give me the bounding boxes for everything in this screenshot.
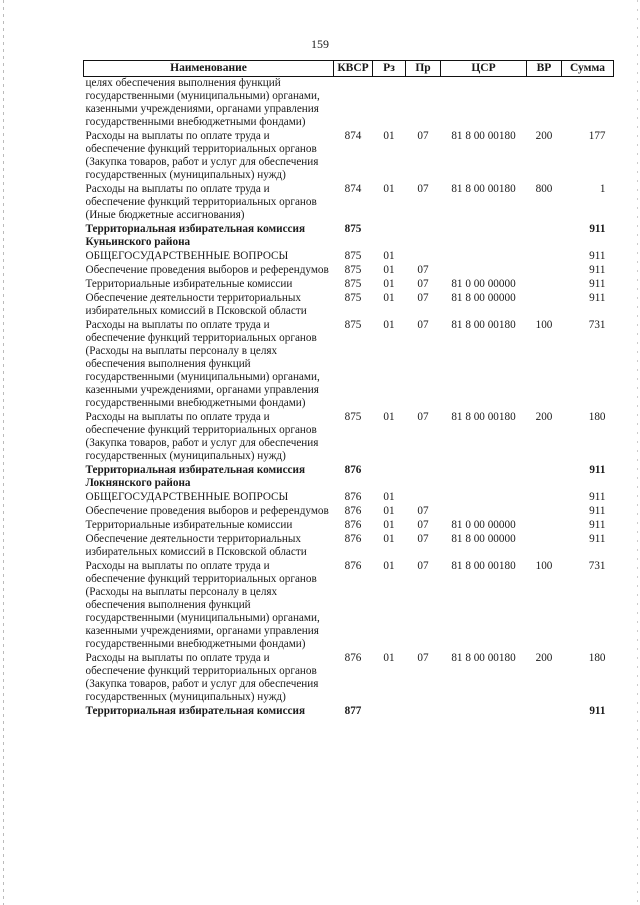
header-name: Наименование (84, 61, 334, 77)
cell-kvsr: 875 (344, 250, 362, 262)
cell-kvsr: 876 (344, 560, 362, 572)
table-row (84, 559, 614, 651)
cell-name: Обеспечение проведения выборов и референдумов (85, 505, 329, 517)
cell-rz: 01 (383, 505, 395, 517)
cell-vr (527, 518, 562, 532)
cell-kvsr: 874 (344, 183, 362, 195)
page-number: 159 (311, 37, 329, 51)
cell-name: ОБЩЕГОСУДАРСТВЕННЫЕ ВОПРОСЫ (85, 250, 289, 262)
cell-pr (406, 77, 441, 130)
cell-pr: 07 (417, 519, 429, 531)
cell-name: Расходы на выплаты по оплате труда и обеспечение функций территориальных органов (Иные бюджетные ассигнования) (85, 183, 317, 221)
cell-name: Территориальная избирательная комиссия Куньинского района (85, 223, 305, 248)
cell-sum: 911 (589, 519, 606, 531)
cell-kvsr: 874 (344, 130, 362, 142)
cell-sum: 911 (589, 705, 606, 717)
cell-name: Расходы на выплаты по оплате труда и обеспечение функций территориальных органов (Закупка товаров, работ и услуг для обеспечения государственных (муниципальных) нужд) (85, 130, 319, 181)
cell-sum: 911 (589, 464, 606, 476)
cell-sum: 731 (588, 560, 606, 572)
cell-kvsr: 876 (344, 464, 362, 476)
cell-vr (527, 532, 562, 559)
cell-sum: 731 (588, 319, 606, 331)
table-row (84, 463, 614, 490)
cell-vr (527, 291, 562, 318)
cell-name: Обеспечение деятельности территориальных избирательных комиссий в Псковской области (85, 533, 307, 558)
cell-csr: 81 8 00 00180 (451, 319, 516, 331)
cell-sum: 911 (589, 491, 606, 503)
table-row (84, 651, 614, 704)
cell-vr (527, 77, 562, 130)
cell-sum: 911 (589, 505, 606, 517)
cell-rz: 01 (383, 652, 395, 664)
cell-rz: 01 (383, 292, 395, 304)
table-row (84, 318, 614, 410)
cell-kvsr: 875 (344, 292, 362, 304)
cell-name: Территориальная избирательная комиссия Локнянского района (85, 464, 305, 489)
cell-rz: 01 (383, 533, 395, 545)
header-csr: ЦСР (441, 61, 527, 77)
cell-name: Территориальные избирательные комиссии (85, 278, 293, 290)
cell-vr (527, 249, 562, 263)
cell-rz: 01 (383, 491, 395, 503)
cell-pr (406, 222, 441, 249)
header-sum: Сумма (562, 61, 614, 77)
cell-name: Расходы на выплаты по оплате труда и обеспечение функций территориальных органов (Закупка товаров, работ и услуг для обеспечения государственных (муниципальных) нужд) (85, 411, 319, 462)
header-kvsr: КВСР (334, 61, 373, 77)
cell-vr (527, 463, 562, 490)
cell-sum: 180 (588, 652, 606, 664)
cell-sum: 911 (589, 533, 606, 545)
cell-csr (441, 249, 527, 263)
table-row (84, 222, 614, 249)
cell-pr: 07 (417, 560, 429, 572)
cell-csr: 81 8 00 00180 (451, 183, 516, 195)
table-row (84, 518, 614, 532)
cell-vr: 200 (535, 411, 553, 423)
cell-pr: 07 (417, 264, 429, 276)
cell-csr (441, 263, 527, 277)
cell-name: Обеспечение проведения выборов и референдумов (85, 264, 329, 276)
cell-pr (406, 249, 441, 263)
header-rz: Рз (373, 61, 406, 77)
cell-rz: 01 (383, 183, 395, 195)
cell-pr: 07 (417, 130, 429, 142)
cell-kvsr: 875 (344, 223, 362, 235)
cell-csr: 81 8 00 00000 (451, 533, 516, 545)
cell-vr (527, 490, 562, 504)
budget-table (83, 60, 614, 718)
cell-sum (562, 77, 614, 130)
cell-sum: 911 (589, 250, 606, 262)
cell-rz: 01 (383, 130, 395, 142)
cell-pr (406, 490, 441, 504)
cell-vr (527, 704, 562, 718)
cell-kvsr: 875 (344, 411, 362, 423)
cell-kvsr: 875 (344, 278, 362, 290)
cell-kvsr: 876 (344, 533, 362, 545)
cell-name: Территориальные избирательные комиссии (85, 519, 293, 531)
scan-edge-right (637, 0, 638, 905)
cell-vr (527, 504, 562, 518)
cell-csr (441, 77, 527, 130)
cell-csr: 81 8 00 00180 (451, 560, 516, 572)
cell-csr (441, 490, 527, 504)
cell-vr: 100 (535, 560, 553, 572)
cell-csr: 81 8 00 00180 (451, 652, 516, 664)
cell-sum: 180 (588, 411, 606, 423)
cell-rz: 01 (383, 250, 395, 262)
cell-rz: 01 (383, 411, 395, 423)
cell-vr: 200 (535, 130, 553, 142)
cell-sum: 177 (588, 130, 606, 142)
table-header-row (84, 61, 614, 77)
header-pr: Пр (406, 61, 441, 77)
table-row (84, 704, 614, 718)
cell-name: Расходы на выплаты по оплате труда и обеспечение функций территориальных органов (Расходы на выплаты персоналу в целях обеспечения выполнения функций государственными (муниципальными) органами, казенными учреждениями, органами управления государственными внебюджетными фондами) (85, 319, 320, 409)
cell-csr: 81 8 00 00000 (451, 292, 516, 304)
table-row (84, 291, 614, 318)
cell-sum: 911 (589, 223, 606, 235)
cell-vr: 100 (535, 319, 553, 331)
cell-kvsr: 876 (344, 652, 362, 664)
table-body (84, 77, 614, 719)
cell-csr: 81 8 00 00180 (451, 130, 516, 142)
cell-name: целях обеспечения выполнения функций государственными (муниципальными) органами, казенными учреждениями, органами управления государственными внебюджетными фондами) (85, 77, 320, 128)
cell-vr: 800 (535, 183, 553, 195)
cell-rz: 01 (383, 560, 395, 572)
cell-csr (441, 463, 527, 490)
cell-vr (527, 263, 562, 277)
cell-csr: 81 0 00 00000 (451, 519, 516, 531)
cell-pr (406, 704, 441, 718)
cell-pr (406, 463, 441, 490)
cell-sum: 911 (589, 264, 606, 276)
cell-rz (373, 463, 406, 490)
cell-rz: 01 (383, 519, 395, 531)
cell-kvsr: 875 (344, 264, 362, 276)
cell-csr (441, 704, 527, 718)
cell-sum: 911 (589, 278, 606, 290)
cell-pr: 07 (417, 652, 429, 664)
table-row (84, 277, 614, 291)
cell-csr (441, 222, 527, 249)
cell-vr (527, 222, 562, 249)
cell-name: Расходы на выплаты по оплате труда и обеспечение функций территориальных органов (Закупка товаров, работ и услуг для обеспечения государственных (муниципальных) нужд) (85, 652, 319, 703)
table-row (84, 410, 614, 463)
table-row (84, 504, 614, 518)
cell-pr: 07 (417, 292, 429, 304)
cell-kvsr: 876 (344, 505, 362, 517)
scan-edge-left (3, 0, 4, 905)
cell-name: Расходы на выплаты по оплате труда и обеспечение функций территориальных органов (Расходы на выплаты персоналу в целях обеспечения выполнения функций государственными (муниципальными) органами, казенными учреждениями, органами управления государственными внебюджетными фондами) (85, 560, 320, 650)
table-row (84, 129, 614, 182)
cell-rz: 01 (383, 264, 395, 276)
cell-kvsr: 876 (344, 491, 362, 503)
cell-kvsr: 875 (344, 319, 362, 331)
cell-pr: 07 (417, 533, 429, 545)
cell-rz (373, 704, 406, 718)
cell-vr (527, 277, 562, 291)
cell-name: ОБЩЕГОСУДАРСТВЕННЫЕ ВОПРОСЫ (85, 491, 289, 503)
cell-kvsr: 877 (344, 705, 362, 717)
cell-csr (441, 504, 527, 518)
cell-kvsr (334, 77, 373, 130)
cell-pr: 07 (417, 319, 429, 331)
table-row (84, 182, 614, 222)
cell-pr: 07 (417, 278, 429, 290)
table-row (84, 532, 614, 559)
table-row (84, 263, 614, 277)
cell-pr: 07 (417, 411, 429, 423)
header-vr: ВР (527, 61, 562, 77)
cell-csr: 81 0 00 00000 (451, 278, 516, 290)
table-row (84, 249, 614, 263)
cell-rz (373, 222, 406, 249)
cell-rz (373, 77, 406, 130)
cell-pr: 07 (417, 505, 429, 517)
cell-rz: 01 (383, 319, 395, 331)
table-row (84, 77, 614, 130)
cell-sum: 1 (599, 183, 606, 195)
cell-pr: 07 (417, 183, 429, 195)
table-row (84, 490, 614, 504)
cell-rz: 01 (383, 278, 395, 290)
cell-vr: 200 (535, 652, 553, 664)
cell-sum: 911 (589, 292, 606, 304)
cell-csr: 81 8 00 00180 (451, 411, 516, 423)
cell-kvsr: 876 (344, 519, 362, 531)
cell-name: Территориальная избирательная комиссия (85, 705, 305, 717)
cell-name: Обеспечение деятельности территориальных избирательных комиссий в Псковской области (85, 292, 307, 317)
